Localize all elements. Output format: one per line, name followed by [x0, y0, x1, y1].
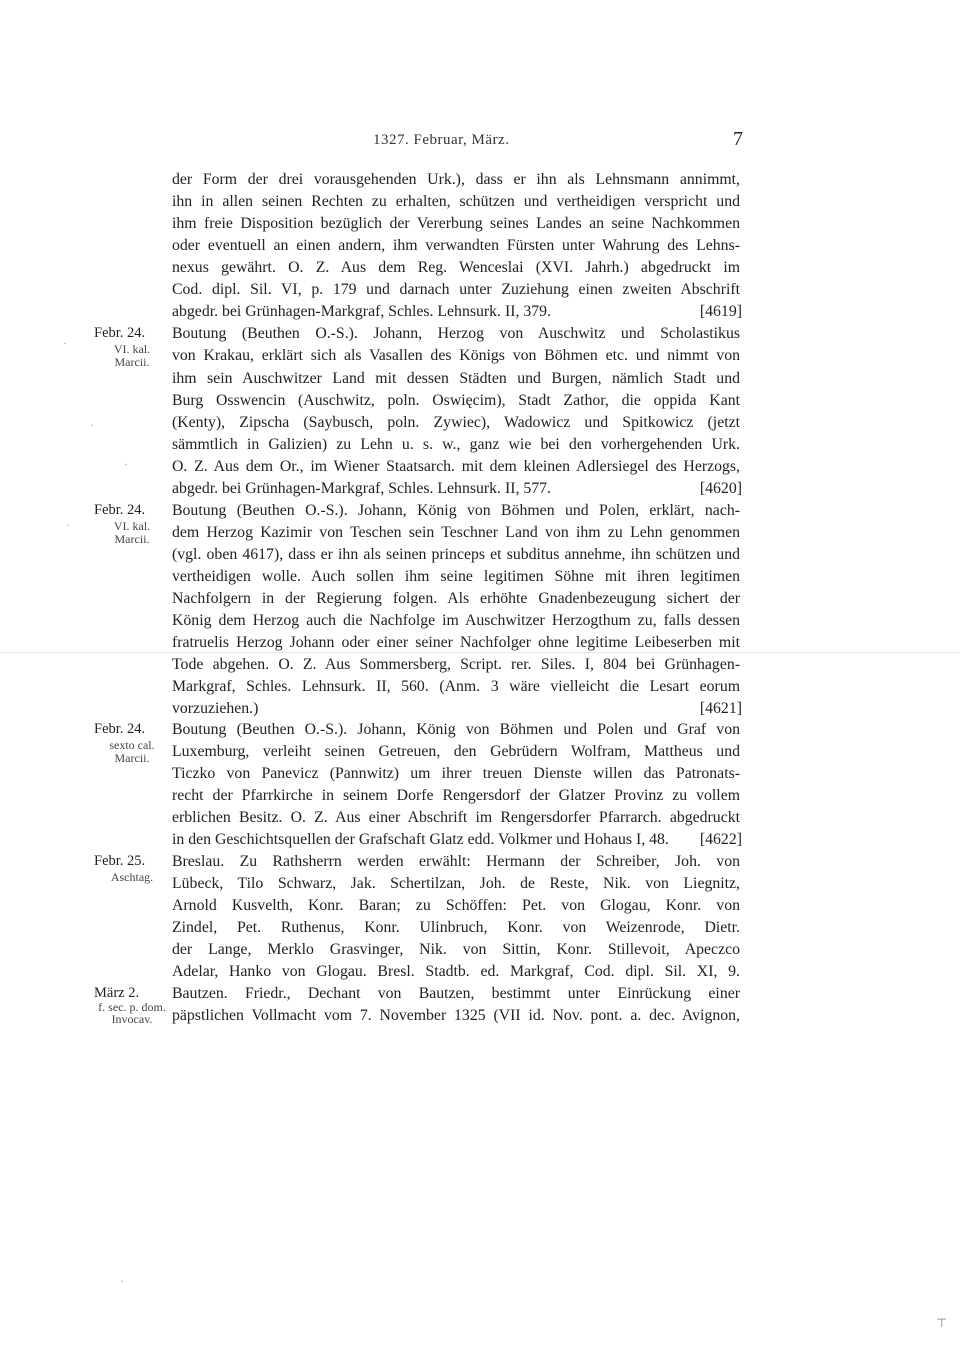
- text-line: ihn in allen seinen Rechten zu erhalten, schützen und vertheidigen verspricht und: [172, 193, 740, 210]
- margin-date: März 2.: [94, 985, 140, 1001]
- margin-date: Febr. 24.: [94, 721, 146, 737]
- margin-note: Marcii.: [114, 355, 150, 369]
- document-number: [4622]: [699, 831, 742, 848]
- text-line: Burg Osswencin (Auschwitz, poln. Oswięcim), Stadt Zathor, die oppida Kant: [172, 392, 740, 409]
- text-line: Arnold Kusvelth, Konr. Baran; zu Schöffen: Pet. von Glogau, Konr. von: [172, 897, 740, 914]
- text-line: Bautzen. Friedr., Dechant von Bautzen, bestimmt unter Einrückung einer: [172, 985, 740, 1002]
- text-line: abgedr. bei Grünhagen-Markgraf, Schles. Lehnsurk. II, 577.: [172, 480, 552, 497]
- text-line: Breslau. Zu Rathsherrn werden erwählt: Hermann der Schreiber, Joh. von: [172, 853, 740, 870]
- text-line: Zindel, Pet. Ruthenus, Konr. Ulinbruch, Konr. von Weizenrode, Dietr.: [172, 919, 740, 936]
- text-line: erblichen Besitz. O. Z. Aus einer Abschrift im Rengersdorfer Pfarrarch. abgedruckt: [172, 809, 740, 826]
- text-line: Nachfolgern in der Regierung folgen. Als erhöhte Gnadenbezeugung sichert der: [172, 590, 740, 607]
- text-line: Boutung (Beuthen O.-S.). Johann, König von Böhmen und Polen, erklärt, nach-: [172, 502, 740, 519]
- margin-note: Marcii.: [114, 532, 150, 546]
- document-number: [4619]: [699, 303, 742, 320]
- scan-speck: ⊤: [936, 1316, 948, 1330]
- text-line: päpstlichen Vollmacht vom 7. November 1325 (VII id. Nov. pont. a. dec. Avignon,: [172, 1007, 740, 1024]
- margin-note: Invocav.: [111, 1012, 153, 1026]
- margin-note: sexto cal.: [109, 738, 155, 752]
- scan-speck: ·: [90, 418, 94, 432]
- scan-speck: ·: [66, 518, 70, 532]
- text-line: der Form der drei vorausgehenden Urk.), dass er ihn als Lehnsmann annimmt,: [172, 171, 740, 188]
- text-line: dem Herzog Kazimir von Teschen sein Teschner Land von ihm zu Lehn genommen: [172, 524, 740, 541]
- text-line: fratruelis Herzog Johann oder einer seiner Nachfolger ohne legitime Leibeserben mit: [172, 634, 740, 651]
- document-number: [4620]: [699, 480, 742, 497]
- text-line: Luxemburg, verleiht seinen Getreuen, den Gebrüdern Wolfram, Mattheus und: [172, 743, 740, 760]
- text-line: ihm sein Auschwitzer Land mit dessen Städten und Burgen, nämlich Stadt und: [172, 370, 740, 387]
- margin-note: VI. kal.: [113, 342, 151, 356]
- text-line: von Krakau, erklärt sich als Vasallen des Königs von Böhmen etc. und nimmt von: [172, 347, 740, 364]
- margin-note: Marcii.: [114, 751, 150, 765]
- scan-speck: ·: [120, 1274, 124, 1288]
- text-line: Boutung (Beuthen O.-S.). Johann, König von Böhmen und Polen und Graf von: [172, 721, 740, 738]
- text-line: Cod. dipl. Sil. VI, p. 179 und darnach unter Zuziehung einen zweiten Abschrift: [172, 281, 740, 298]
- scan-speck: ·: [63, 336, 67, 350]
- text-line: (Kenty), Zipscha (Saybusch, poln. Zywiec), Wadowicz und Spitkowicz (jetzt: [172, 414, 740, 431]
- page-number: 7: [733, 128, 743, 150]
- text-line: Markgraf, Schles. Lehnsurk. II, 560. (Anm. 3 wäre vielleicht die Lesart eorum: [172, 678, 740, 695]
- text-line: oder eventuell an einen andern, ihm verwandten Fürsten unter Wahrung des Lehns-: [172, 237, 740, 254]
- document-number: [4621]: [699, 700, 742, 717]
- text-line: Tode abgehen. O. Z. Aus Sommersberg, Script. rer. Siles. I, 804 bei Grünhagen-: [172, 656, 740, 673]
- text-line: nexus gewährt. O. Z. Aus dem Reg. Wenceslai (XVI. Jahrh.) abgedruckt im: [172, 259, 740, 276]
- running-head-title: 1327. Februar, März.: [373, 132, 510, 148]
- text-line: Ticzko von Panevicz (Pannwitz) um ihrer treuen Dienste willen das Patronats-: [172, 765, 740, 782]
- text-line: der Lange, Merklo Grasvinger, Nik. von Sittin, Konr. Stillevoit, Apeczco: [172, 941, 740, 958]
- text-line: abgedr. bei Grünhagen-Markgraf, Schles. Lehnsurk. II, 379.: [172, 303, 552, 320]
- text-line: sämmtlich in Galizien) zu Lehn u. s. w., ganz wie bei den vorhergehenden Urk.: [172, 436, 740, 453]
- text-line: recht der Pfarrkirche in seinem Dorfe Rengersdorf der Glatzer Provinz zu vollem: [172, 787, 740, 804]
- text-line: ihm freie Disposition bezüglich der Vererbung seines Landes an seine Nachkommen: [172, 215, 740, 232]
- margin-note: VI. kal.: [113, 519, 151, 533]
- text-line: vertheidigen wolle. Auch sollen ihm seine legitimen Söhne mit ihren legitimen: [172, 568, 740, 585]
- text-line: in den Geschichtsquellen der Grafschaft Glatz edd. Volkmer und Hohaus I, 48.: [172, 831, 669, 848]
- text-line: König dem Herzog auch die Nachfolge im Auschwitzer Herzogthum zu, falls dessen: [172, 612, 740, 629]
- margin-note: Aschtag.: [110, 870, 154, 884]
- margin-date: Febr. 24.: [94, 325, 146, 341]
- text-line: O. Z. Aus dem Or., im Wiener Staatsarch. mit dem kleinen Adlersiegel des Herzogs,: [172, 458, 740, 475]
- margin-date: Febr. 25.: [94, 853, 146, 869]
- text-line: (vgl. oben 4617), dass er ihn als seinen princeps et subditus annehme, ihn schützen und: [172, 546, 740, 563]
- margin-date: Febr. 24.: [94, 502, 146, 518]
- text-line: vorzuziehen.): [172, 700, 259, 717]
- text-line: Adelar, Hanko von Glogau. Bresl. Stadtb. ed. Markgraf, Cod. dipl. Sil. XI, 9.: [172, 963, 740, 980]
- text-line: Boutung (Beuthen O.-S.). Johann, Herzog von Auschwitz und Scholastikus: [172, 325, 740, 342]
- margin-note: f. sec. p. dom.: [98, 1000, 166, 1014]
- scan-speck: ·: [124, 457, 128, 471]
- text-line: Lübeck, Tilo Schwarz, Jak. Schertilzan, Joh. de Reste, Nik. von Liegnitz,: [172, 875, 740, 892]
